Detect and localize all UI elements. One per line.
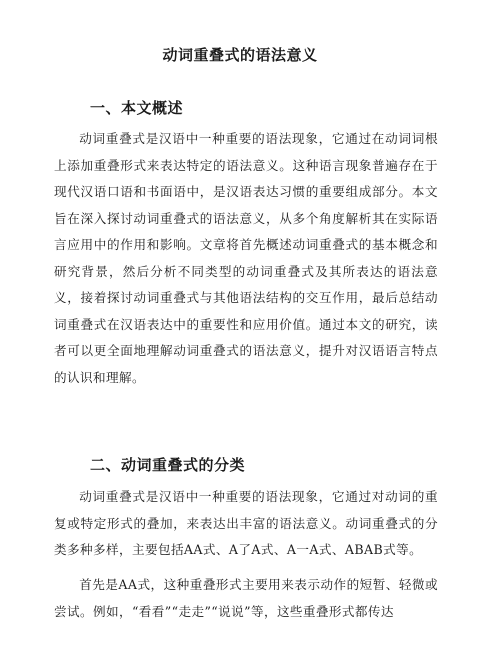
section-heading-classification: 二、动词重叠式的分类 [90, 456, 246, 474]
paragraph: 动词重叠式是汉语中一种重要的语法现象，它通过在动词词根上添加重叠形式来表达特定的语法意义。这种语言现象普遍存在于现代汉语口语和书面语中，是汉语表达习惯的重要组成部分。本文旨在深入探讨动词重叠式的语法意义，从多个角度解析其在实际语言应用中的作用和影响。文章将首先概述动词重叠式的基本概念和研究背景，然后分析不同类型的动词重叠式及其所表达的语法意义，接着探讨动词重叠式与其他语法结构的交互作用，最后总结动词重叠式在汉语表达中的重要性和应用价值。通过本文的研究，读者可以更全面地理解动词重叠式的语法意义，提升对汉语语言特点的认识和理解。 [54, 131, 438, 385]
document-title: 动词重叠式的语法意义 [162, 46, 318, 64]
paragraph: 动词重叠式是汉语中一种重要的语法现象，它通过对动词的重复或特定形式的叠加，来表达出丰富的语法意义。动词重叠式的分类多种多样，主要包括AA式、A了A式、A一A式、ABAB式等。 [54, 489, 438, 557]
paragraph: 首先是AA式，这种重叠形式主要用来表示动作的短暂、轻微或尝试。例如，“看看”“走走”“说说”等，这些重叠形式都传达 [54, 577, 438, 619]
section-heading-overview: 一、本文概述 [90, 99, 184, 117]
